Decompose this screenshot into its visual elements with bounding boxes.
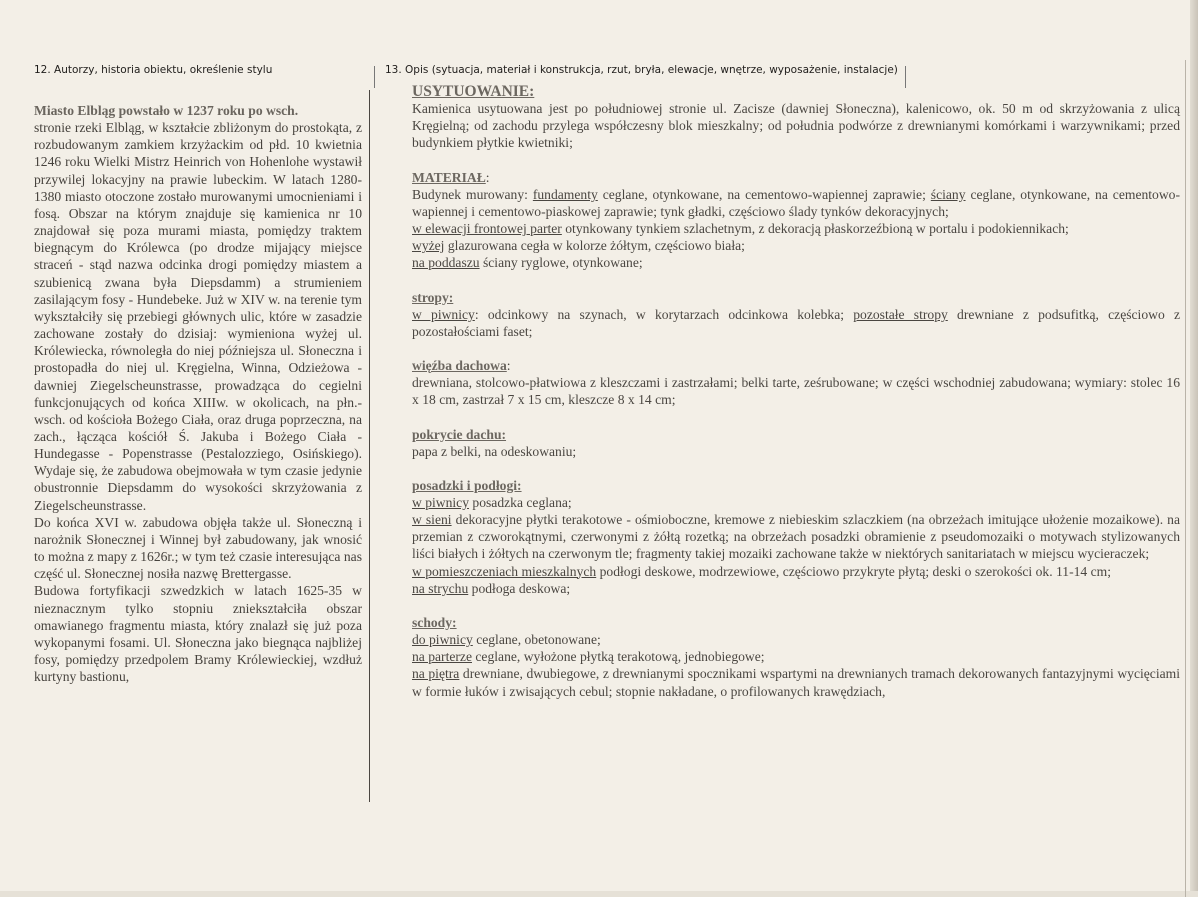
heading-schody: schody: (412, 614, 457, 630)
heading-usytuowanie: USYTUOWANIE: (412, 83, 535, 100)
section-pokrycie (412, 426, 1180, 460)
posadzki-line-1: w piwnicy posadzka ceglana; (412, 494, 572, 510)
schody-line-2: na parterze ceglane, wyłożone płytką terakotową, jednobiegowe; (412, 649, 765, 665)
heading-wiezba: więźba dachowa (412, 358, 507, 374)
material-line-4: na poddaszu ściany ryglowe, otynkowane; (412, 255, 643, 271)
history-paragraph-2: Do końca XVI w. zabudowa objęła także ul. Słoneczną i narożnik Słonecznej i Winnej był zabudowany, jak wnosić to można z mapy z 1626r.; w tym też czasie interesująca nas część ul. Słonecznej nosiła nazwę Brettergasse. (34, 514, 362, 582)
form-tick-mark (374, 66, 375, 88)
posadzki-line-3: w pomieszczeniach mieszkalnych podłogi deskowe, modrzewiowe, częściowo przykryte płytą; deski o szerokości ok. 11-14 cm; (412, 563, 1111, 579)
posadzki-line-2: w sieni dekoracyjne płytki terakotowe - ośmioboczne, kremowe z niebieskim szlaczkiem (na obrzeżach imitujące ułożenie mozaikowe). na przemian z czworokątnymi, czerwonymi z żółtą rozetką; na obrzeżach posadzki obramienie z pseudomozaiki o motywach stylizowanych liści białych i żółtych na czerwonym tle; fragmenty takiej mozaiki zachowane także w niektórych sanitariatach w miejscu wycieraczek; (412, 512, 1180, 562)
section-wiezba: więźba dachowa: drewniana, stolcowo-płatwiowa z kleszczami i zastrzałami; belki tarte, ześrubowane; w części wschodniej zabudowana; wymiary: stolec 16 x 18 cm, zastrzał 7 x 15 cm, kleszcze 8 x 14 cm; (412, 358, 1180, 408)
posadzki-line-4: na strychu podłoga deskowa; (412, 580, 571, 596)
pokrycie-body: papa z belki, na odeskowaniu; (412, 443, 577, 459)
material-line-2: w elewacji frontowej parter otynkowany tynkiem szlachetnym, z dekoracją płaskorzeźbioną w portalu i podokiennikach; (412, 221, 1069, 237)
material-line-3: wyżej glazurowana cegła w kolorze żółtym, częściowo biała; (412, 238, 745, 254)
column-divider (369, 90, 370, 802)
scan-edge (1190, 0, 1198, 897)
wiezba-body: drewniana, stolcowo-płatwiowa z kleszczami i zastrzałami; belki tarte, ześrubowane; w części wschodniej zabudowana; wymiary: stolec 16 x 18 cm, zastrzał 7 x 15 cm, kleszcze 8 x 14 cm; (412, 375, 1180, 408)
history-paragraph-1: stronie rzeki Elbląg, w kształcie zbliżonym do prostokąta, z rozbudowanym zamkiem krzyżackim od płd. 10 kwietnia 1246 roku Wielki Mistrz Heinrich von Hohenlohe wystawił przywilej lokacyjny na prawie lubeckim. W latach 1280-1380 miasto otoczone zostało murowanymi umocnieniami i fosą. Obszar na którym znajduje się kamienica nr 10 znajdował się poza murami miasta, pomiędzy traktem biegnącym do Królewca (po drodze mijający miejsce straceń - stąd nazwa odcinka drogi pomiędzy miastem a szubienicą zwana była Diepsdamm) a strumieniem zasilającym fosy - Hundebeke. Już w XIV w. na terenie tym wykształciły się przebiegi głównych ulic, które w zasadzie zachowane zostały do dzisiaj: wymieniona wyżej ul. Królewiecka, równoległa do niej późniejsza ul. Słoneczna i prostopadła do niej ul. Kręgielna, Winna, Odzieżowa - dawniej Ziegelscheunstrasse, prowadząca do cegielni funkcjonujących od końca XIIIw. w okolicach, na płn.-wsch. od kościoła Bożego Ciała, oraz druga poprzeczna, na zach., łącząca kościół Ś. Jakuba i Bożego Ciała -Hundegasse - Popenstrasse (Pestalozziego, Osińskiego). Wydaje się, że zabudowa obejmowała w tym czasie jedynie obustronnie Diepsdamm do wysokości skrzyżowania z Ziegelscheunstrasse. (34, 120, 362, 513)
heading-stropy: stropy: (412, 289, 454, 305)
heading-material: MATERIAŁ (412, 169, 486, 185)
section-posadzki (412, 477, 1180, 597)
heading-pokrycie: pokrycie dachu: (412, 426, 507, 442)
material-line-1: Budynek murowany: fundamenty ceglane, otynkowane, na cementowo-wapiennej zaprawie; ściany ceglane, otynkowane, na cementowo-wapiennej i cementowo-piaskowej zaprawie; tynk gładki, częściowo ślady tynków dekoracyjnych; (412, 186, 1180, 219)
history-paragraph-3: Budowa fortyfikacji szwedzkich w latach 1625-35 w nieznacznym tylko stopniu zniekształciła obszar omawianego fragmentu miasta, który znalazł się już poza wykopanymi fosami. Ul. Słoneczna jako biegnąca najbliżej fosy, pomiędzy przedpolem Bramy Królewieckiej, wzdłuż kurtyny bastionu, (34, 583, 362, 685)
history-first-line: Miasto Elbląg powstało w 1237 roku po wsch. (34, 103, 299, 118)
description-column (412, 83, 1180, 700)
header-section-12: 12. Autorzy, historia obiektu, określenie stylu (34, 64, 273, 76)
header-section-13: 13. Opis (sytuacja, materiał i konstrukcja, rzut, bryła, elewacje, wnętrze, wyposażenie, instalacje) (385, 64, 898, 76)
heading-posadzki: posadzki i podłogi: (412, 477, 522, 493)
schody-line-1: do piwnicy ceglane, obetonowane; (412, 632, 601, 648)
section-material: MATERIAŁ: Budynek murowany: fundamenty ceglane, otynkowane, na cementowo-wapiennej zaprawie; ściany ceglane, otynkowane, na cementowo-wapiennej i cementowo-piaskowej zaprawie; tynk gładki, częściowo ślady tynków dekoracyjnych; w elewacji frontowej parter otynkowany tynkiem szlachetnym, z dekoracją płaskorzeźbioną w portalu i podokiennikach; wyżej glazurowana cegła w kolorze żółtym, częściowo biała; na poddaszu ściany ryglowe, otynkowane; (412, 169, 1180, 271)
schody-line-3: na piętra drewniane, dwubiegowe, z drewnianymi spocznikami wspartymi na drewnianych tramach dekorowanych fantazyjnymi wycięciami w formie łuków i zwisających cebul; stopnie nakładane, o profilowanych krawędziach, (412, 666, 1180, 699)
history-column (34, 102, 362, 685)
section-usytuowanie (412, 83, 1180, 152)
section-stropy (412, 289, 1180, 340)
section-schody (412, 614, 1180, 700)
page-right-border (1185, 60, 1186, 897)
usytuowanie-body: Kamienica usytuowana jest po południowej stronie ul. Zacisze (dawniej Słoneczna), kalenicowo, ok. 50 m od skrzyżowania z ulicą Kręgielną; od zachodu przylega współczesny blok mieszkalny; od południa podwórze z drewnianymi komórkami i warzywnikami; przed budynkiem płytkie kwietniki; (412, 101, 1180, 151)
scan-bottom-edge (0, 891, 1198, 897)
stropy-body: w piwnicy: odcinkowy na szynach, w korytarzach odcinkowa kolebka; pozostałe stropy drewniane z podsufitką, częściowo z pozostałościami faset; (412, 306, 1180, 339)
